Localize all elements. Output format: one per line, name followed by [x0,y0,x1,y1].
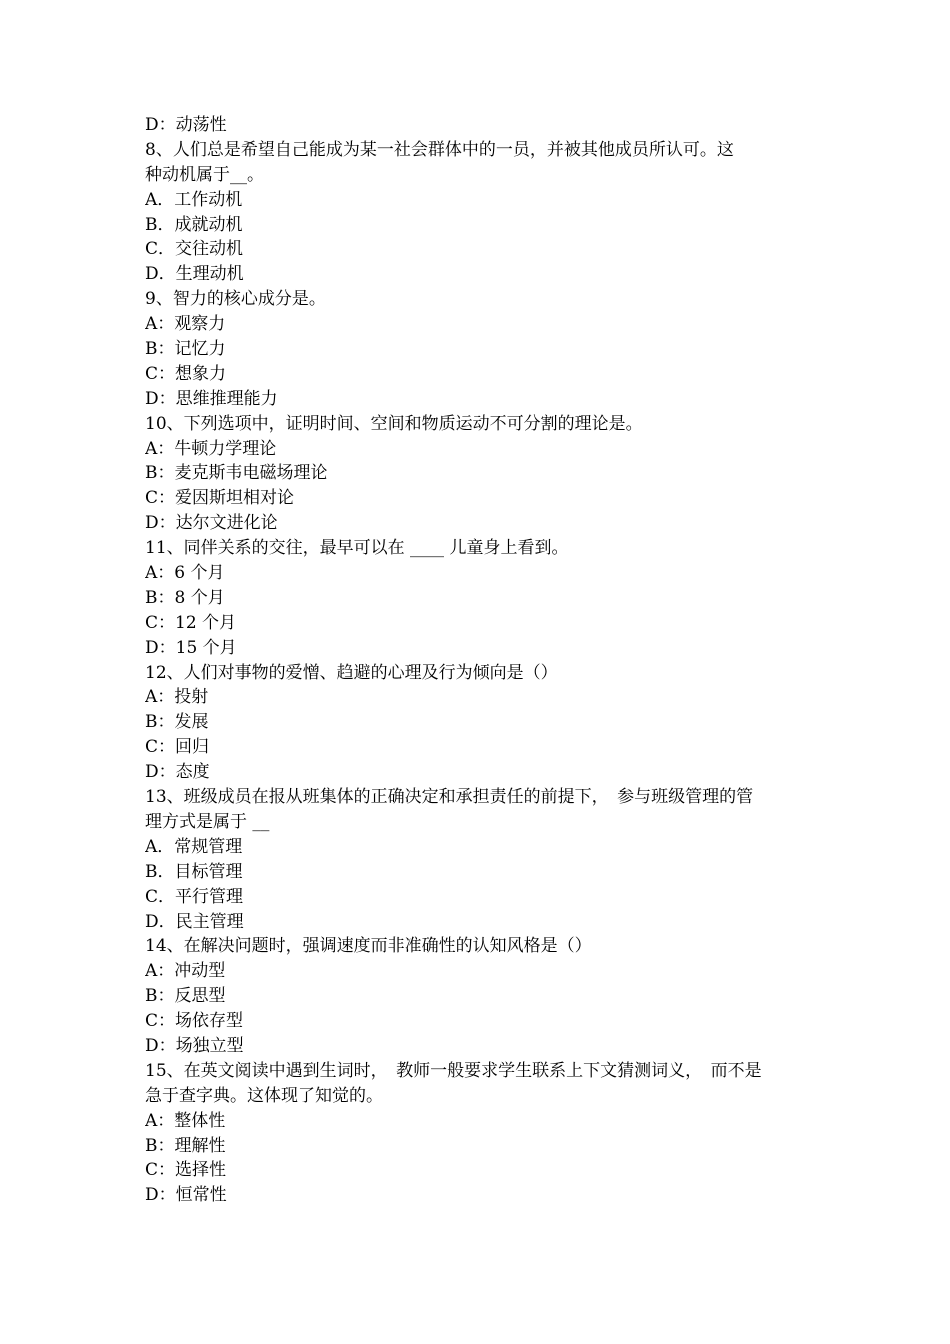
option-b-q15: B：理解性 [145,1135,226,1156]
question-13-line-2: 理方式是属于 __ [145,811,270,832]
question-8-line-1: 8、人们总是希望自己能成为某一社会群体中的一员，并被其他成员所认可。这 [145,139,734,160]
option-c-q14: C：场依存型 [145,1011,244,1032]
option-a-q13: A．常规管理 [145,836,243,857]
question-10: 10、下列选项中，证明时间、空间和物质运动不可分割的理论是。 [145,413,643,434]
option-c-q15: C：选择性 [145,1160,227,1181]
option-b-q14: B：反思型 [145,986,226,1007]
option-d-q14: D：场独立型 [145,1035,244,1056]
option-c-q10: C：爱因斯坦相对论 [145,488,295,509]
option-c-q12: C：回归 [145,737,210,758]
option-a-q11: A：6 个月 [145,563,225,584]
option-d-q12: D：态度 [145,762,210,783]
option-c-q11: C：12 个月 [145,612,237,633]
option-b-q8: B．成就动机 [145,214,243,235]
option-b-q12: B：发展 [145,712,209,733]
option-d-q15: D：恒常性 [145,1185,227,1206]
option-d-q10: D：达尔文进化论 [145,513,278,534]
question-14: 14、在解决问题时，强调速度而非准确性的认知风格是（） [145,936,592,957]
option-c-q9: C：想象力 [145,363,227,384]
question-8-line-2: 种动机属于__。 [145,164,264,185]
option-a-q14: A：冲动型 [145,961,226,982]
option-d-q8: D．生理动机 [145,264,244,285]
option-a-q8: A．工作动机 [145,189,243,210]
document-page [145,113,810,1208]
option-d-q11: D：15 个月 [145,637,237,658]
option-a-q15: A：整体性 [145,1110,226,1131]
option-a-q12: A：投射 [145,687,209,708]
option-d-q13: D．民主管理 [145,911,244,932]
option-b-q10: B：麦克斯韦电磁场理论 [145,463,328,484]
option-c-q8: C．交往动机 [145,239,244,260]
option-a-q9: A：观察力 [145,314,226,335]
option-d-q9: D：思维推理能力 [145,388,278,409]
question-15-line-1: 15、在英文阅读中遇到生词时， 教师一般要求学生联系上下文猜测词义， 而不是 [145,1060,762,1081]
question-9: 9、智力的核心成分是。 [145,289,326,310]
question-13-line-1: 13、班级成员在报从班集体的正确决定和承担责任的前提下， 参与班级管理的管 [145,787,754,808]
option-b-q13: B．目标管理 [145,861,243,882]
option-d-q7: D：动荡性 [145,115,227,135]
question-11: 11、同伴关系的交往，最早可以在 ____ 儿童身上看到。 [145,538,569,559]
option-a-q10: A：牛顿力学理论 [145,438,277,459]
option-b-q11: B：8 个月 [145,587,225,608]
question-12: 12、人们对事物的爱憎、趋避的心理及行为倾向是（） [145,662,558,683]
option-b-q9: B：记忆力 [145,339,226,360]
question-15-line-2: 急于查字典。这体现了知觉的。 [145,1085,383,1106]
option-c-q13: C．平行管理 [145,886,244,907]
